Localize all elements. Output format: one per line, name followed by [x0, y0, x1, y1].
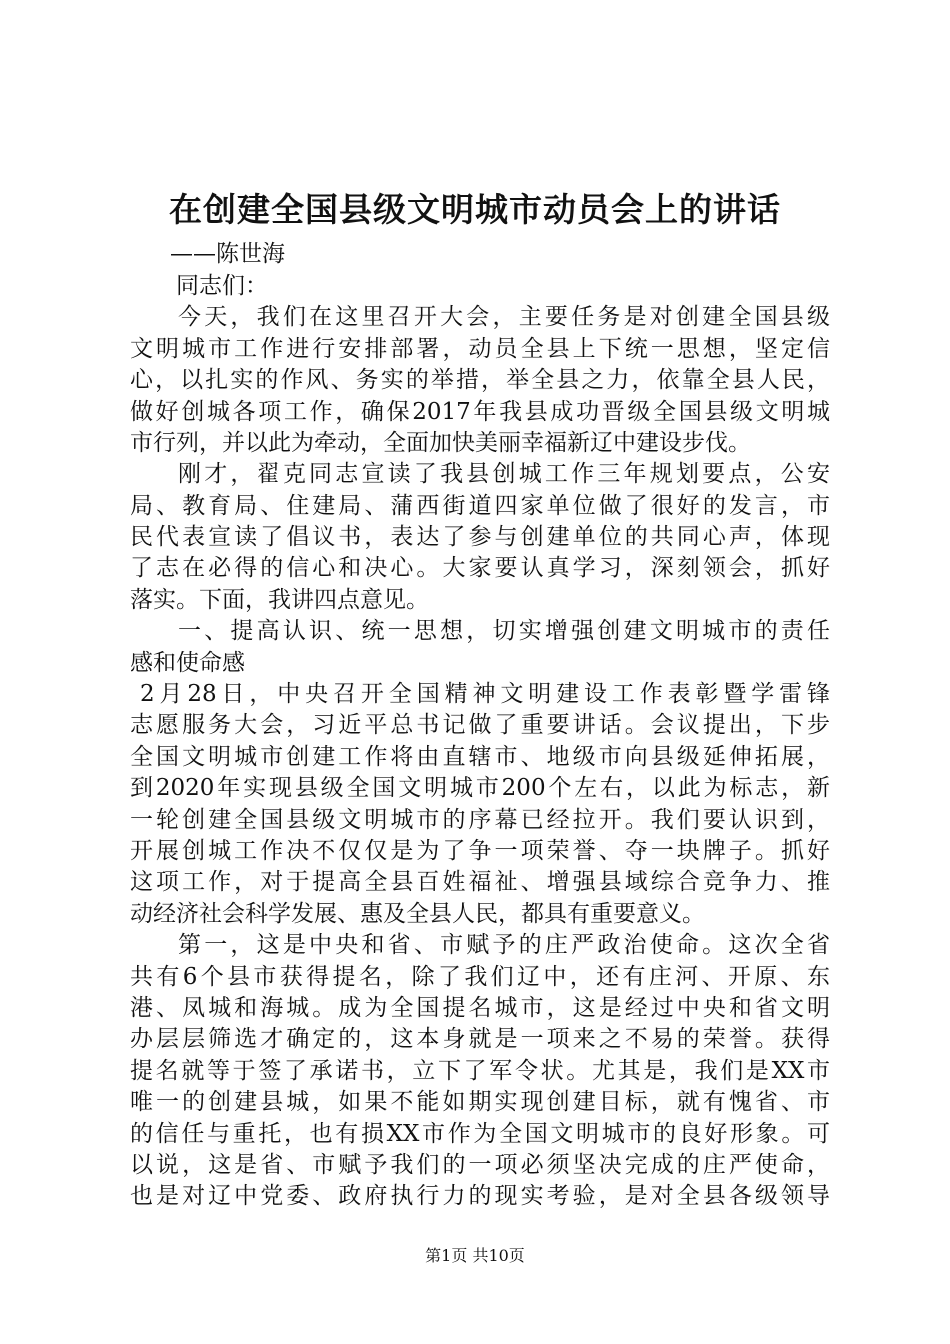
- text-line: 提名就等于签了承诺书，立下了军令状。尤其是，我们是XX市: [130, 1058, 830, 1084]
- text-line: 共有6个县市获得提名，除了我们辽中，还有庄河、开原、东: [130, 964, 830, 990]
- text-line: 的信任与重托，也有损XX市作为全国文明城市的良好形象。可: [130, 1121, 830, 1147]
- text-line: 局、教育局、住建局、蒲西街道四家单位做了很好的发言，市: [130, 493, 830, 519]
- text-line: 第一，这是中央和省、市赋予的庄严政治使命。这次全省: [178, 932, 830, 958]
- text-line: 民代表宣读了倡议书，表达了参与创建单位的共同心声，体现: [130, 524, 830, 550]
- text-line: 办层层筛选才确定的，这本身就是一项来之不易的荣誉。获得: [130, 1026, 830, 1052]
- section-heading: 感和使命感: [130, 650, 245, 676]
- text-line: 2月28日，中央召开全国精神文明建设工作表彰暨学雷锋: [140, 681, 830, 707]
- text-line: 也是对辽中党委、政府执行力的现实考验，是对全县各级领导: [130, 1183, 830, 1209]
- section-heading: 一、提高认识、统一思想，切实增强创建文明城市的责任: [178, 618, 830, 644]
- text-line: 志愿服务大会，习近平总书记做了重要讲话。会议提出，下步: [130, 712, 830, 738]
- text-line: 心，以扎实的作风、务实的举措，举全县之力，依靠全县人民，: [130, 367, 830, 393]
- salutation: 同志们：: [176, 273, 268, 299]
- text-line: 全国文明城市创建工作将由直辖市、地级市向县级延伸拓展，: [130, 744, 830, 770]
- document-title: 在创建全国县级文明城市动员会上的讲话: [169, 190, 781, 229]
- text-line: 动经济社会科学发展、惠及全县人民，都具有重要意义。: [130, 901, 705, 927]
- page-footer: 第1页 共10页: [425, 1246, 525, 1265]
- text-line: 做好创城各项工作，确保2017年我县成功晋级全国县级文明城: [130, 399, 830, 425]
- text-line: 唯一的创建县城，如果不能如期实现创建目标，就有愧省、市: [130, 1089, 830, 1115]
- text-line: 刚才，翟克同志宣读了我县创城工作三年规划要点，公安: [178, 461, 830, 487]
- text-line: 了志在必得的信心和决心。大家要认真学习，深刻领会，抓好: [130, 555, 830, 581]
- text-line: 一轮创建全国县级文明城市的序幕已经拉开。我们要认识到，: [130, 807, 830, 833]
- text-line: 今天，我们在这里召开大会，主要任务是对创建全国县级: [178, 304, 830, 330]
- text-line: 市行列，并以此为牵动，全面加快美丽幸福新辽中建设步伐。: [130, 430, 751, 456]
- author-line: ——陈世海: [170, 241, 285, 267]
- text-line: 港、凤城和海城。成为全国提名城市，这是经过中央和省文明: [130, 995, 830, 1021]
- text-line: 开展创城工作决不仅仅是为了争一项荣誉、夺一块牌子。抓好: [130, 838, 830, 864]
- text-line: 以说，这是省、市赋予我们的一项必须坚决完成的庄严使命，: [130, 1152, 830, 1178]
- text-line: 文明城市工作进行安排部署，动员全县上下统一思想，坚定信: [130, 336, 830, 362]
- text-line: 落实。下面，我讲四点意见。: [130, 587, 429, 613]
- text-line: 这项工作，对于提高全县百姓福祉、增强县域综合竞争力、推: [130, 869, 830, 895]
- text-line: 到2020年实现县级全国文明城市200个左右，以此为标志，新: [130, 775, 830, 801]
